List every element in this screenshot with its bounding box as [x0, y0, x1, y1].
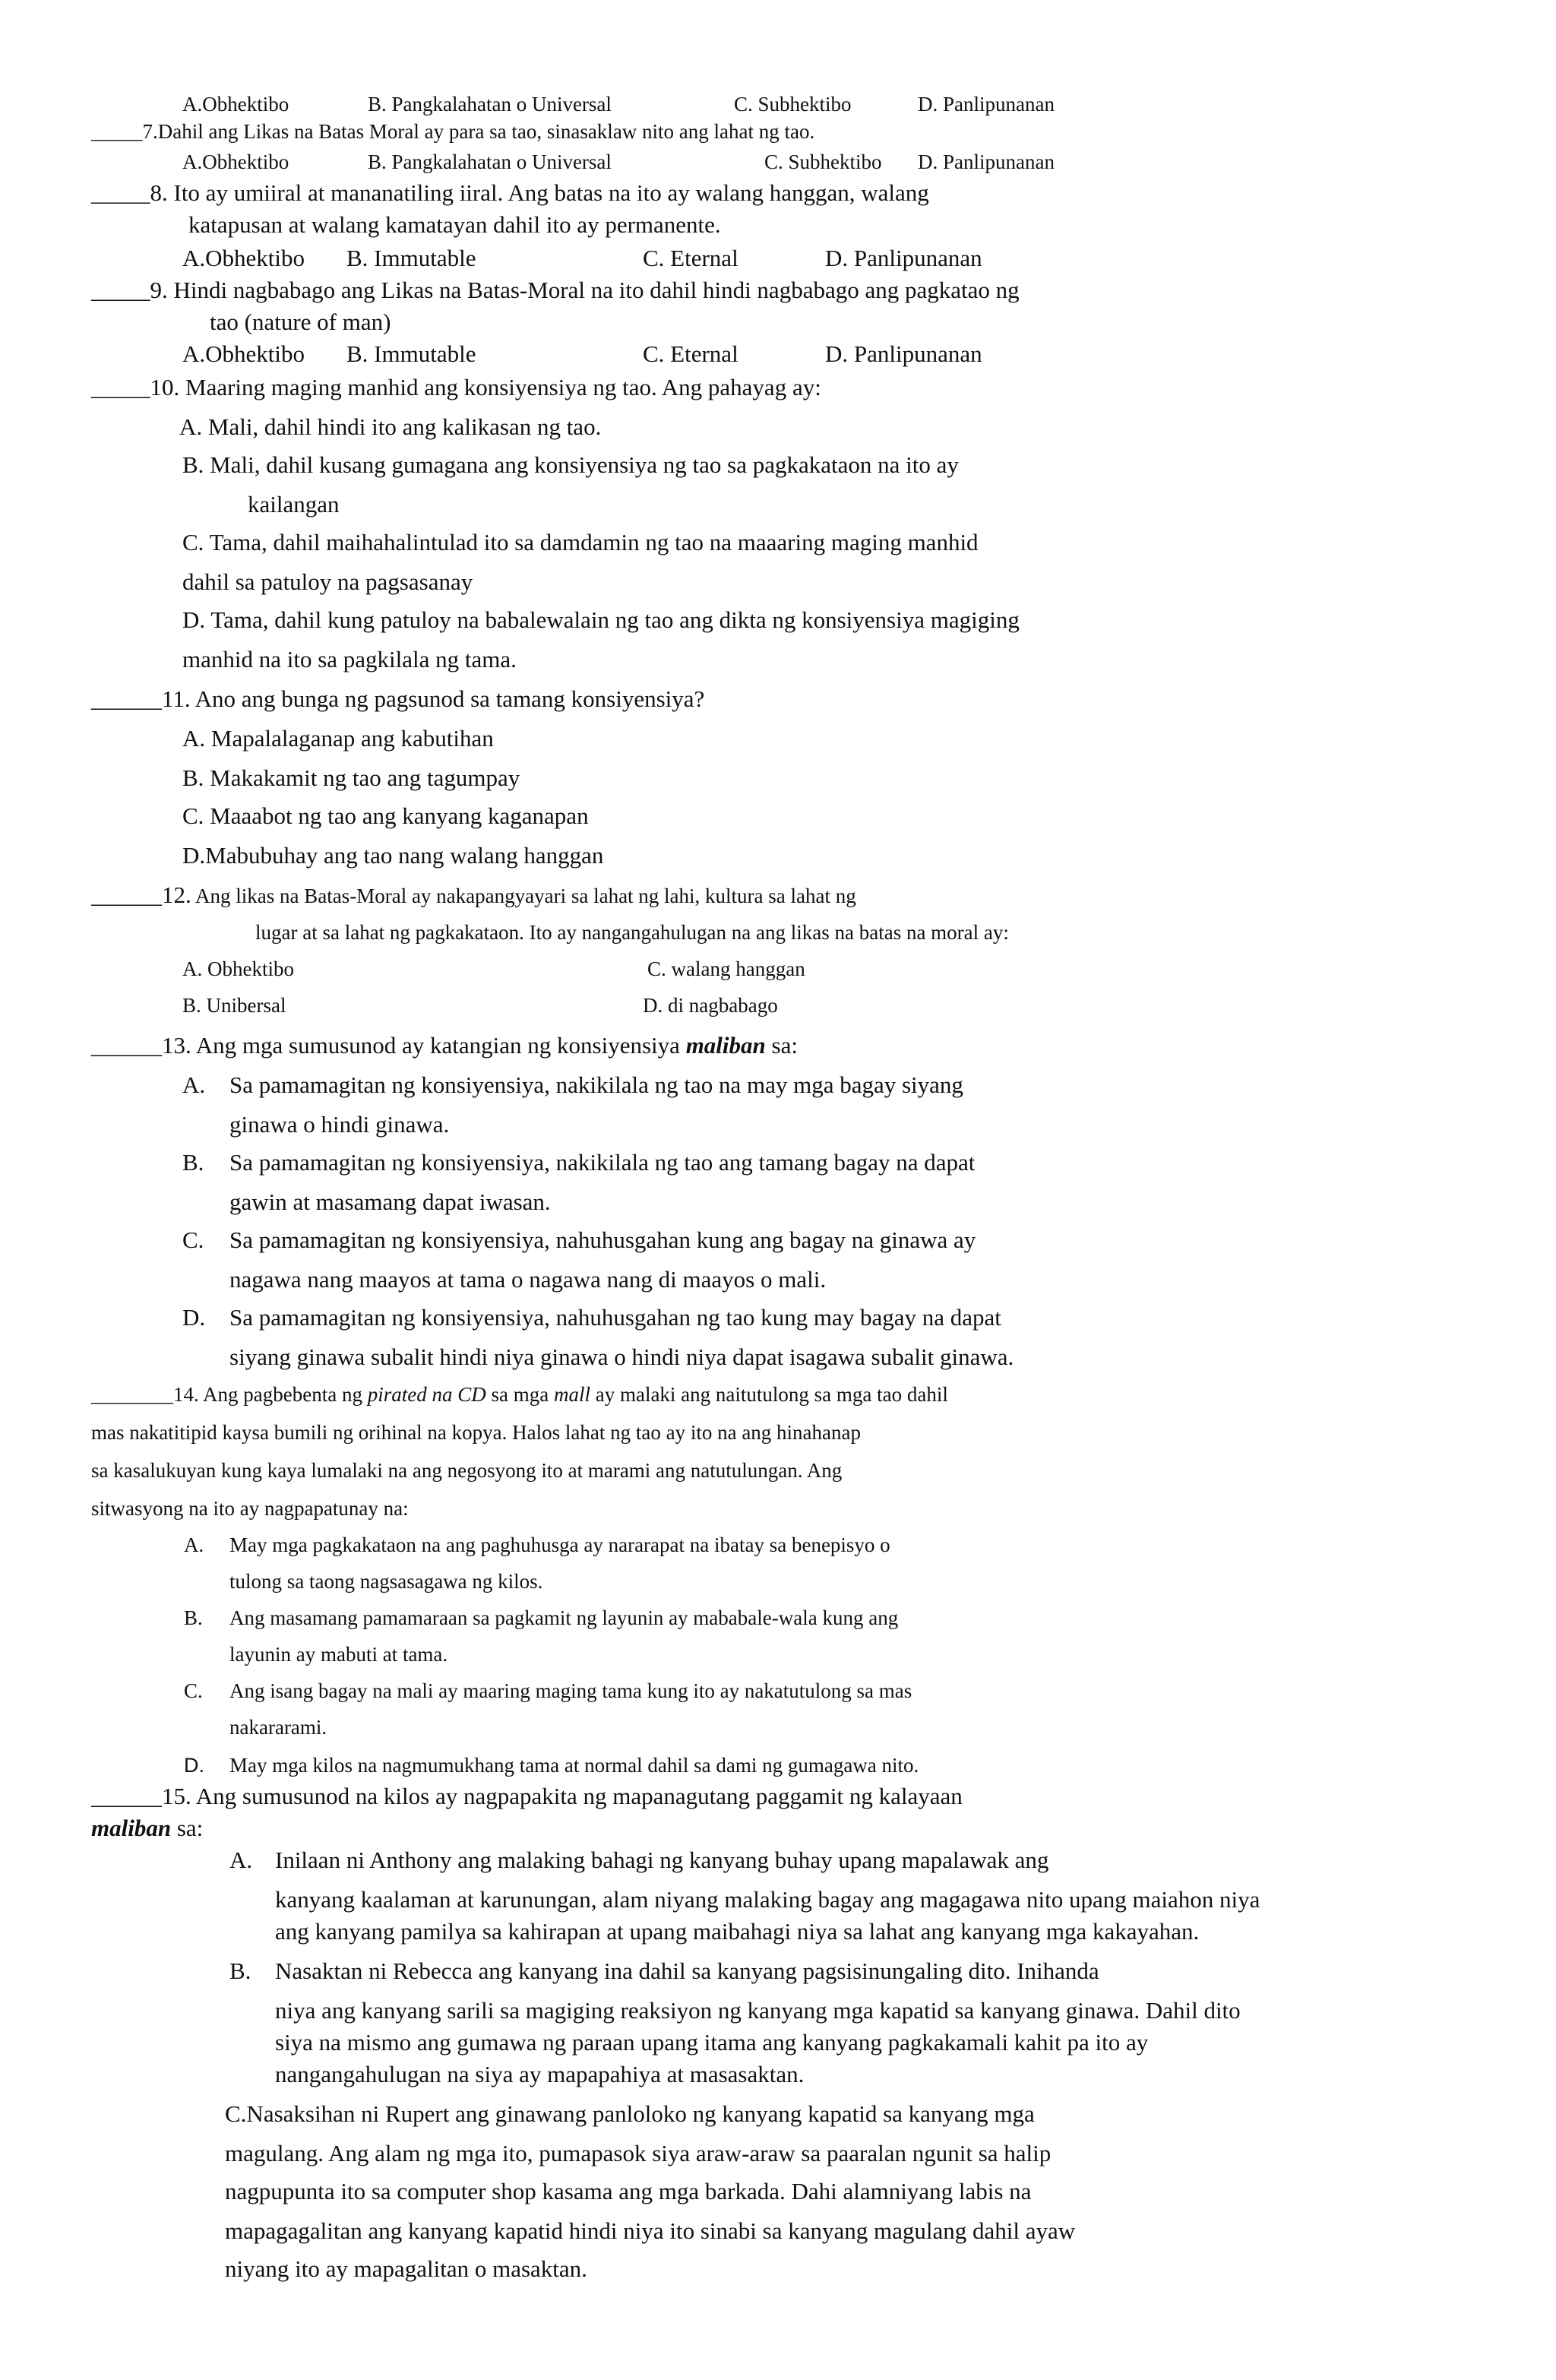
q7-stem-line: [91, 122, 814, 142]
q13-option-a-label: A.: [182, 1071, 206, 1098]
q13-answer-blank: ______: [91, 1032, 162, 1059]
q7-choices: [0, 152, 1556, 175]
q14-option-b-cont: layunin ay mabuti at tama.: [229, 1643, 448, 1666]
q12-stem: Ang likas na Batas-Moral ay nakapangyayari sa lahat ng lahi, kultura sa lahat ng: [191, 885, 856, 907]
q13-option-d-cont: siyang ginawa subalit hindi niya ginawa o hindi niya dapat isagawa subalit ginawa.: [229, 1343, 1014, 1370]
q7-answer-blank: _____: [91, 120, 143, 143]
q14-option-b-label: B.: [184, 1606, 203, 1629]
q14-option-a-label: A.: [184, 1533, 204, 1556]
q10-answer-blank: _____: [91, 374, 150, 400]
q13-option-c: [0, 1228, 1556, 1254]
q10-stem: 10. Maaring maging manhid ang konsiyensiya ng tao. Ang pahayag ay:: [150, 374, 821, 400]
q15-stem-line: [91, 1784, 963, 1808]
q13-option-c-label: C.: [182, 1226, 204, 1253]
q9-choice-a: A.Obhektibo: [182, 340, 305, 367]
q8-choice-c: C. Eternal: [643, 245, 738, 271]
q15-option-b-cont-1: niya ang kanyang sarili sa magiging reaksiyon ng kanyang mga kapatid sa kanyang ginawa. Dahil dito: [275, 1997, 1241, 2024]
q14-stem-line-4: sitwasyong na ito ay nagpapatunay na:: [91, 1497, 409, 1520]
q15-option-c-cont-1: magulang. Ang alam ng mga ito, pumapasok siya araw-araw sa paaralan ngunit sa halip: [225, 2140, 1052, 2166]
q14-option-c-cont: nakararami.: [229, 1716, 327, 1739]
q11-option-a: A. Mapalalaganap ang kabutihan: [182, 725, 494, 752]
q15-option-b: [0, 1959, 1556, 1985]
q6-choices: [0, 94, 1556, 117]
q7-stem: 7.Dahil ang Likas na Batas Moral ay para sa tao, sinasaklaw nito ang lahat ng tao.: [142, 120, 815, 143]
q13-option-d-text: Sa pamamagitan ng konsiyensiya, nahuhusgahan ng tao kung may bagay na dapat: [229, 1304, 1001, 1331]
q6-choice-d: D. Panlipunanan: [918, 93, 1055, 116]
q8-choice-d: D. Panlipunanan: [825, 245, 982, 271]
q12-number: 12.: [162, 881, 191, 908]
q13-stem-end: sa:: [765, 1032, 798, 1059]
q13-option-b-text: Sa pamamagitan ng konsiyensiya, nakikilala ng tao ang tamang bagay na dapat: [229, 1149, 976, 1176]
q15-option-a-cont-1: kanyang kaalaman at karunungan, alam niyang malaking bagay ang magagawa nito upang maiahon niya: [275, 1886, 1260, 1913]
q15-option-b-label: B.: [229, 1957, 251, 1984]
q14-option-b-text: Ang masamang pamamaraan sa pagkamit ng layunin ay mababale-wala kung ang: [229, 1606, 899, 1629]
q15-option-b-text: Nasaktan ni Rebecca ang kanyang ina dahil sa kanyang pagsisinungaling dito. Inihanda: [275, 1957, 1099, 1984]
q14-stem-b: sa mga: [485, 1383, 554, 1406]
q13-option-b: [0, 1150, 1556, 1176]
q14-option-c: [0, 1681, 1556, 1704]
q15-option-a-cont-2: ang kanyang pamilya sa kahirapan at upang maibahagi niya sa lahat ang kanyang mga kakayahan.: [275, 1918, 1200, 1945]
q10-option-c-cont: dahil sa patuloy na pagsasanay: [182, 568, 473, 595]
q11-option-c: C. Maaabot ng tao ang kanyang kaganapan: [182, 802, 589, 829]
q10-option-c: C. Tama, dahil maihahalintulad ito sa damdamin ng tao na maaaring maging manhid: [182, 529, 979, 555]
q15-stem: 15. Ang sumusunod na kilos ay nagpapakita ng mapanagutang paggamit ng kalayaan: [162, 1783, 963, 1809]
q10-option-a: A. Mali, dahil hindi ito ang kalikasan ng tao.: [179, 413, 602, 440]
q15-option-a-label: A.: [229, 1847, 253, 1873]
q13-option-a-text: Sa pamamagitan ng konsiyensiya, nakikilala ng tao na may mga bagay siyang: [229, 1071, 963, 1098]
q14-stem-c: ay malaki ang naitutulong sa mga tao dahil: [590, 1383, 948, 1406]
q13-stem-line: [91, 1033, 798, 1057]
q14-stem-line-2: mas nakatitipid kaysa bumili ng orihinal na kopya. Halos lahat ng tao ay ito na ang hinahanap: [91, 1421, 862, 1444]
q7-choice-d: D. Panlipunanan: [918, 150, 1055, 173]
q15-answer-blank: ______: [91, 1783, 162, 1809]
q9-choice-b: B. Immutable: [346, 340, 476, 367]
q12-choice-b: B. Unibersal: [182, 994, 286, 1017]
q15-option-a: [0, 1848, 1556, 1874]
q15-stem-end: sa:: [171, 1815, 204, 1841]
q9-answer-blank: _____: [91, 277, 150, 303]
q13-option-c-cont: nagawa nang maayos at tama o nagawa nang di maayos o mali.: [229, 1266, 827, 1293]
q15-option-b-cont-3: nangangahulugan na siya ay mapapahiya at masasaktan.: [275, 2061, 805, 2087]
q14-option-a: [0, 1535, 1556, 1558]
q14-stem-a: 14. Ang pagbebenta ng: [173, 1383, 368, 1406]
q10-option-d: D. Tama, dahil kung patuloy na babalewalain ng tao ang dikta ng konsiyensiya magiging: [182, 606, 1020, 633]
q6-choice-a: A.Obhektibo: [182, 93, 289, 116]
q15-option-c-cont-4: niyang ito ay mapagalitan o masaktan.: [225, 2255, 587, 2282]
q9-choices: [0, 342, 1556, 368]
q8-choice-b: B. Immutable: [346, 245, 476, 271]
q14-stem-emphasis: pirated na CD: [367, 1383, 486, 1406]
q10-option-b-cont: kailangan: [248, 491, 340, 517]
q9-stem-line: [91, 278, 1020, 302]
q15-option-c-cont-2: nagpupunta ito sa computer shop kasama ang mga barkada. Dahi alamniyang labis na: [225, 2178, 1032, 2204]
q11-answer-blank: ______: [91, 685, 162, 712]
q12-choices-row1: [0, 959, 1556, 982]
q14-stem-line-3: sa kasalukuyan kung kaya lumalaki na ang negosyong ito at marami ang natutulungan. Ang: [91, 1459, 843, 1482]
q8-stem-line: [91, 181, 929, 204]
q15-emphasis: maliban: [91, 1815, 172, 1841]
q14-option-b: [0, 1608, 1556, 1631]
q10-option-b: B. Mali, dahil kusang gumagana ang konsiyensiya ng tao sa pagkakataon na ito ay: [182, 451, 959, 478]
q11-stem-line: [91, 687, 704, 711]
q6-choice-b: B. Pangkalahatan o Universal: [368, 93, 612, 116]
q13-emphasis: maliban: [685, 1032, 766, 1059]
q7-choice-c: C. Subhektibo: [764, 150, 882, 173]
q12-choices-row2: [0, 995, 1556, 1018]
q11-stem: 11. Ano ang bunga ng pagsunod sa tamang konsiyensiya?: [162, 685, 705, 712]
q12-choice-c: C. walang hanggan: [647, 957, 805, 980]
q13-option-b-label: B.: [182, 1149, 204, 1176]
q10-stem-line: [91, 375, 821, 399]
q15-option-c: C.Nasaksihan ni Rupert ang ginawang panloloko ng kanyang kapatid sa kanyang mga: [225, 2100, 1035, 2127]
q8-choices: [0, 246, 1556, 272]
q12-stem-line: [91, 883, 856, 907]
q12-choice-d: D. di nagbabago: [643, 994, 778, 1017]
q10-option-d-cont: manhid na ito sa pagkilala ng tama.: [182, 646, 517, 673]
q15-option-c-cont-3: mapagagalitan ang kanyang kapatid hindi niya ito sinabi sa kanyang magulang dahil ayaw: [225, 2217, 1076, 2244]
q6-choice-c: C. Subhektibo: [734, 93, 852, 116]
q14-answer-blank: ________: [91, 1383, 173, 1406]
q9-choice-d: D. Panlipunanan: [825, 340, 982, 367]
q14-option-a-text: May mga pagkakataon na ang paghuhusga ay nararapat na ibatay sa benepisyo o: [229, 1533, 890, 1556]
q13-option-b-cont: gawin at masamang dapat iwasan.: [229, 1188, 551, 1215]
q14-option-c-text: Ang isang bagay na mali ay maaring maging tama kung ito ay nakatutulong sa mas: [229, 1679, 912, 1702]
q12-choice-a: A. Obhektibo: [182, 957, 294, 980]
q13-option-d-label: D.: [182, 1304, 206, 1331]
q15-stem-cont: [91, 1816, 203, 1840]
q7-choice-b: B. Pangkalahatan o Universal: [368, 150, 612, 173]
q13-option-d: [0, 1306, 1556, 1331]
q13-option-a: [0, 1073, 1556, 1099]
q11-option-b: B. Makakamit ng tao ang tagumpay: [182, 764, 520, 791]
q11-option-d: D.Mabubuhay ang tao nang walang hanggan: [182, 842, 604, 869]
q15-option-b-cont-2: siya na mismo ang gumawa ng paraan upang itama ang kanyang pagkakamali kahit pa ito ay: [275, 2029, 1149, 2056]
q13-stem: 13. Ang mga sumusunod ay katangian ng konsiyensiya: [162, 1032, 686, 1059]
q14-option-d-label: D.: [184, 1754, 204, 1777]
q14-option-c-label: C.: [184, 1679, 203, 1702]
q15-option-a-text: Inilaan ni Anthony ang malaking bahagi ng kanyang buhay upang mapalawak ang: [275, 1847, 1049, 1873]
q7-choice-a: A.Obhektibo: [182, 150, 289, 173]
q8-stem: 8. Ito ay umiiral at mananatiling iiral. Ang batas na ito ay walang hanggan, walang: [150, 179, 929, 206]
q13-option-c-text: Sa pamamagitan ng konsiyensiya, nahuhusgahan kung ang bagay na ginawa ay: [229, 1226, 976, 1253]
q9-stem-cont: tao (nature of man): [210, 309, 391, 335]
q14-stem-line: [91, 1385, 948, 1405]
q14-option-a-cont: tulong sa taong nagsasagawa ng kilos.: [229, 1570, 543, 1593]
q12-answer-blank: ______: [91, 881, 162, 908]
q12-stem-cont: lugar at sa lahat ng pagkakataon. Ito ay nangangahulugan na ang likas na batas na moral ay:: [255, 921, 1009, 944]
q8-answer-blank: _____: [91, 179, 150, 206]
q8-stem-cont: katapusan at walang kamatayan dahil ito ay permanente.: [188, 211, 721, 238]
q9-stem: 9. Hindi nagbabago ang Likas na Batas-Moral na ito dahil hindi nagbabago ang pagkatao ng: [150, 277, 1020, 303]
q13-option-a-cont: ginawa o hindi ginawa.: [229, 1111, 450, 1138]
q14-stem-emphasis-2: mall: [553, 1383, 590, 1406]
q14-option-d-text: May mga kilos na nagmumukhang tama at normal dahil sa dami ng gumagawa nito.: [229, 1754, 919, 1777]
q8-choice-a: A.Obhektibo: [182, 245, 305, 271]
q14-option-d: [0, 1755, 1556, 1778]
q9-choice-c: C. Eternal: [643, 340, 738, 367]
